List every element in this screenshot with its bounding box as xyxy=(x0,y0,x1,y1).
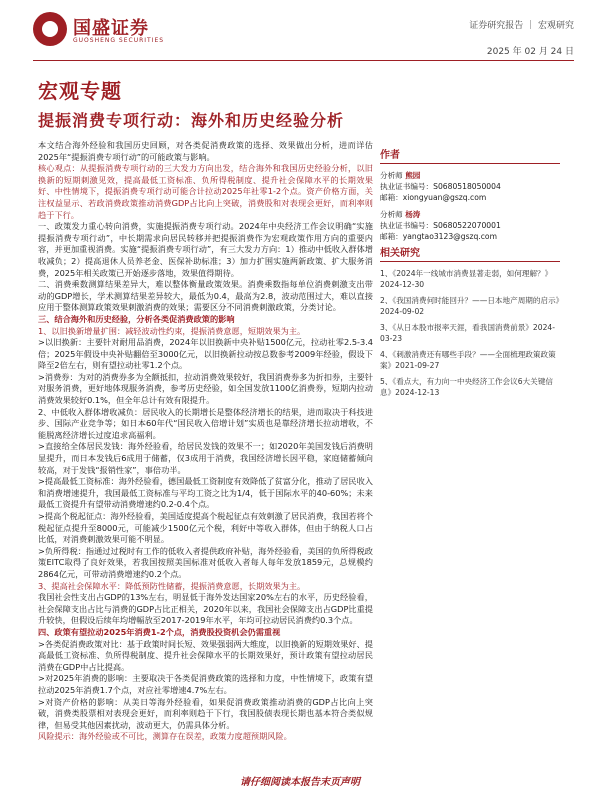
analyst-card xyxy=(380,170,560,203)
author-heading: 作者 xyxy=(380,150,560,164)
page-header xyxy=(0,0,600,70)
report-type: 证券研究报告 ｜ 宏观研究 xyxy=(469,21,574,31)
related-link[interactable]: 2、《我国消费何时能回升？——日本地产周期的启示》2024-09-02 xyxy=(380,296,560,316)
document-title: 提振消费专项行动：海外和历史经验分析 xyxy=(38,111,345,130)
intro-paragraph: 本文结合海外经验和我国历史回顾，对各类促消费政策的选择、效果做出分析，进而详估2025年“提振消费专项行动”的可能政策与影响。 xyxy=(38,140,373,162)
section-heading: 四、政策有望拉动2025年消费1-2个点，消费股投资机会仍需重视 xyxy=(38,626,281,637)
analyst-name: 杨涛 xyxy=(405,210,421,219)
subsection-heading: 3、提高社会保障水平：降低预防性储蓄，提振消费意愿，长期效果为主。 xyxy=(38,580,306,591)
body-paragraph: >以旧换新：主要针对耐用品消费，2024年以旧换新中央补贴1500亿元，拉动社零2.5-3.4倍；2025年假设中央补贴翻倍至3000亿元，以旧换新拉动按总数参考2009年经验，假设下降至2倍左右，则有望拉动社零1.2个点。 xyxy=(38,337,373,371)
body-paragraph: >直接给全体居民发钱：海外经验看，给居民发钱的效果不一；如2020年美国发钱后消费明显提升，而日本发钱后6成用于储蓄，仅3成用于消费，我国经济增长因平稳，家庭储蓄倾向较高，对于发钱“报销性家”，事倍功半。 xyxy=(38,441,373,475)
footer-disclaimer: 请仔细阅读本报告末页声明 xyxy=(240,777,360,788)
related-link[interactable]: 1、《2024年一线城市消费显著走弱，如何理解？》2024-12-30 xyxy=(380,269,553,289)
body-paragraph: >负所得税：指通过过税时有工作的低收入者提供政府补贴，海外经验看，美国的负所得税政策EITC取得了良好效果，若我国按照美国标准对低收入者每人每年发放1859元，总规模约2864亿元，可带动消费增速约0.2个点。 xyxy=(38,545,373,579)
body-paragraph: >提高最低工资标准：海外经验看，德国最低工资制度有效降低了贫富分化，推动了居民收入和消费增速提升，我国最低工资标准与平均工资之比为1/4，低于国际水平的40-60%；未来最低工资提升有望带动消费增速约0.2-0.4个点。 xyxy=(38,476,373,510)
body-paragraph: 我国社会性支出占GDP的13%左右，明显低于海外发达国家20%左右的水平，历史经验看，社会保障支出占比与消费的GDP占比正相关，2020年以来，我国社会保障支出占GDP比重提升较快，但假设后续年均增幅放至2017-2019年水平，年均可拉动居民消费约0.3个点。 xyxy=(38,592,373,626)
related-heading: 相关研究 xyxy=(380,248,560,262)
section-title: 宏观专题 xyxy=(38,79,122,103)
core-view-paragraph: 核心观点：从提振消费专项行动的三大发力方向出发，结合海外和我国历史经验分析，以旧换新的短期刺激见效，提高最低工资标准、负所得税制度、提升社会保障水平的长期效果好、中性情境下，提振消费专项行动可能合计拉动2025年社零1-2个点。资产价格方面，关注权益显示、若政消费政策推动消费GDP占比向上突破，消费股和对表现会更好，而利率则趋于下行。 xyxy=(38,163,373,220)
body-paragraph: >对2025年消费的影响：主要取决于各类促消费政策的选择和力度，中性情境下，政策有望拉动2025年消费1.7个点，对应社零增速4.7%左右。 xyxy=(38,673,373,695)
analyst-card xyxy=(380,209,560,242)
risk-warning: 风险提示：海外经验或不可比，测算存在误差，政策力度超预期风险。 xyxy=(38,731,292,742)
report-date: 2025 年 02 月 24 日 xyxy=(486,47,574,57)
analyst-name: 熊园 xyxy=(405,171,421,180)
body-paragraph: 二、消费乘数测算结果差异大，难以整体衡量政策效果。消费乘数指每单位消费刺激支出带动的GDP增长，学术测算结果差异较大，最低为0.4，最高为2.8，波动范围过大，难以直接应用于整体测算政策效果刺激消费的效果；需要区分不同消费刺激政策，分类讨论。 xyxy=(38,279,373,313)
logo-icon xyxy=(33,12,67,46)
analyst-cert: 执业证书编号：S0680522070001 xyxy=(380,221,501,230)
related-link[interactable]: 4、《刺激消费还有哪些手段？——全面梳理政策政策案》2021-09-27 xyxy=(380,350,556,370)
section-heading: 三、结合海外和历史经验，分析各类促消费政策的影响 xyxy=(38,313,235,324)
logo-name-cn: 国盛证券 xyxy=(73,18,149,39)
analyst-line xyxy=(380,170,560,181)
analyst-role: 分析师 xyxy=(380,210,403,219)
body-paragraph: 一、政策发力重心转向消费，实施提振消费专项行动。2024年中央经济工作会议明确“实施提振消费专项行动”，中长期需求向居民转移并把提振消费作为宏观政策作用方向的重要内容，并更加重视消费。实施“提振消费专项行动”，有三大发力方向：1）推动中低收入群体增收减负；2）提高退休人员养老金、医保补助标准；3）加力扩围实施两新政策、扩大服务消费，2025年相关政策已开始逐步落地，效果值得期待。 xyxy=(38,221,373,278)
related-link[interactable]: 3、《从日本股市报率天涯，看我国消费前景》2024-03-23 xyxy=(380,323,555,343)
body-paragraph: 2、中低收入群体增收减负：居民收入的长期增长是整体经济增长的结果，进而取决于科技进步、国际产业竞争等；如日本60年代“国民收入倍增计划”实质也是靠经济增长拉动增收，不能脱离经济增长过度追求高福利。 xyxy=(38,406,373,440)
report-body xyxy=(38,140,373,743)
body-paragraph: >各类促消费政策对比：基于政策时间长短、效果强弱两大维度，以旧换新的短期效果好、提高最低工资标准、负所得税制度、提升社会保障水平的长期效果好，预计政策有望拉动居民消费在GDP中占比提高。 xyxy=(38,638,373,672)
analyst-email[interactable]: 邮箱：yangtao3123@gszq.com xyxy=(380,232,497,241)
analyst-line xyxy=(380,209,560,220)
sidebar xyxy=(380,150,560,403)
analyst-role: 分析师 xyxy=(380,171,403,180)
analyst-cert: 执业证书编号：S0680518050004 xyxy=(380,182,501,191)
brand-logo xyxy=(33,12,173,52)
subsection-heading: 1、以旧换新增量扩围：减轻波动性约束，提振消费意愿，短期效果为主。 xyxy=(38,325,306,336)
logo-name-en: GUOSHENG SECURITIES xyxy=(73,37,165,44)
analyst-email[interactable]: 邮箱：xiongyuan@gszq.com xyxy=(380,193,487,202)
related-link[interactable]: 5、《看点大，有力向一中央经济工作会议6大关键信息》2024-12-13 xyxy=(380,377,553,397)
body-paragraph: >消费券：为对的消费券多为全额抵扣，拉动消费效果较好，我国消费券多为折扣券，主要针对服务消费，更好地体现服务消费，参考历史经验，如全国发放1100亿消费券，短期内拉动消费效果较好0.1%，但全年总计有效有限提升。 xyxy=(38,371,373,406)
body-paragraph: >对资产价格的影响：从美日等海外经验看，如果促消费政策推动消费的GDP占比向上突破，消费类股票相对表现会更好，而利率则趋于下行，我国股债表现长期也基本符合类似规律，但易受其他因素扰动，波动更大，仍需具体分析。 xyxy=(38,696,373,730)
body-paragraph: >提高个税起征点：海外经验看，美国适度提高个税起征点有效刺激了居民消费，我国若将个税起征点提升至8000元，可能减少1500亿元个税，利好中等收入群体，但由于纳税人口占比低，对消费刺激效果可能不明显。 xyxy=(38,511,373,545)
header-divider xyxy=(33,60,574,61)
